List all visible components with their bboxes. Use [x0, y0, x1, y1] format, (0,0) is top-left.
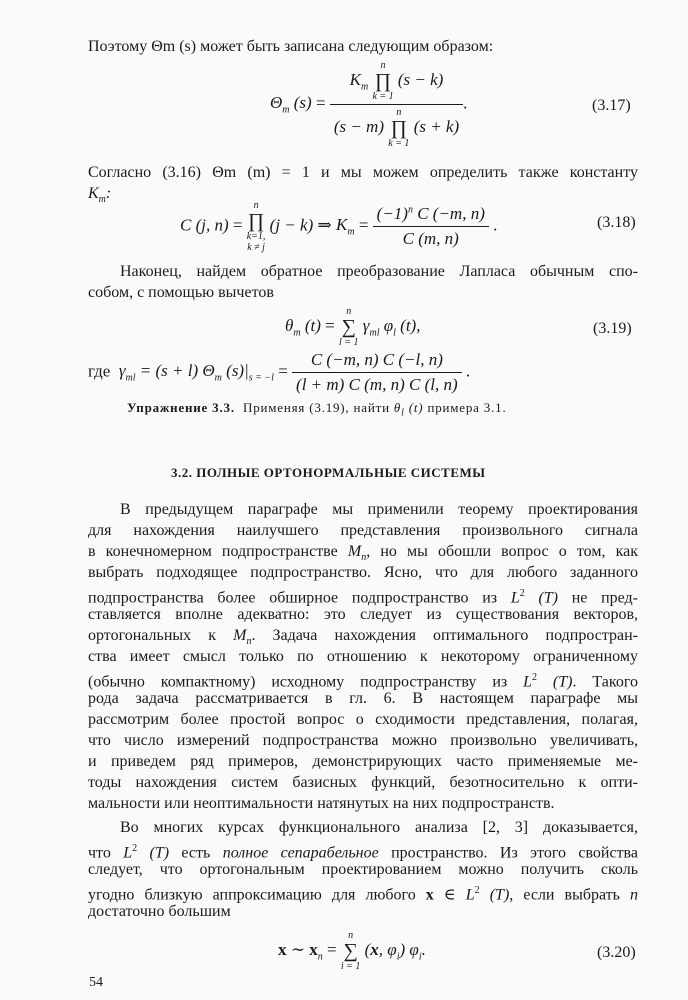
text-line: $K_m$:: [88, 185, 112, 206]
paragraph-line: тоды нахождения систем базисных функций, безотносительно к опти-: [88, 774, 638, 791]
where-clause: где $\gamma_{ml} = (s + l)$ $\Theta_m$ $(s)|_{s = -l}$ = $\frac{C (-m, n) C (-l, n)}{(l + m) C (m, n) C (l, n)}$ .: [88, 350, 471, 394]
equation-3-18: C (j, n) = n ∏ k=1, k ≠ j (j − k) ⇒ $K_m$ = $\frac{(-1)^n C (-m, n)}{C (m, n)}$ .: [180, 200, 498, 253]
text-line: Наконец, найдем обратное преобразование Лапласа обычным спо-: [120, 263, 638, 280]
exercise-label: Упражнение 3.3.: [127, 400, 235, 415]
paragraph-line: для нахождения наилучшего представления произвольного сигнала: [88, 522, 638, 539]
fraction: $\frac{(-1)^n C (-m, n)}{C (m, n)}$: [373, 204, 489, 249]
paragraph-line: достаточно большим: [88, 903, 231, 920]
equation-number: (3.20): [597, 944, 636, 961]
fraction: $K_m$ n ∏ k = 1 (s − k) (s − m) n ∏ k = 1 (s + k): [330, 60, 463, 149]
equation-3-17: $\Theta_m$ (s) = $K_m$ n ∏ k = 1 (s − k) (s − m) n ∏ k = 1 (s + k) .: [270, 60, 468, 149]
paragraph-line: рода задача рассматривается в гл. 6. В настоящем параграфе мы: [88, 690, 638, 707]
paragraph-line: Во многих курсах функционального анализа [2, 3] доказывается,: [120, 819, 638, 836]
paragraph-line: ства имеет смысл только по отношению к некоторому ограниченному: [88, 648, 638, 665]
equation-number: (3.18): [597, 214, 636, 231]
text-line: Согласно (3.16) Θm (m) = 1 и мы можем определить также константу: [88, 164, 638, 181]
paragraph-line: угодно близкую аппроксимацию для любого x ∈ $L^2$ (T), если выбрать n: [88, 885, 639, 904]
section-heading: 3.2. ПОЛНЫЕ ОРТОНОРМАЛЬНЫЕ СИСТЕМЫ: [171, 465, 486, 480]
paragraph-line: рассмотрим более простой вопрос о сходимости представления, полагая,: [88, 711, 638, 728]
paragraph-line: что число измерений подпространства можно произвольно увеличивать,: [88, 732, 638, 749]
page-number: 54: [89, 975, 103, 990]
paragraph-line: следует, что ортогональным проектированием можно получить сколь: [88, 861, 638, 878]
paragraph-line: мальности или неоптимальности натянутых на них подпространств.: [88, 795, 555, 812]
paragraph-line: и приведем ряд примеров, демонстрирующих часто применяемые ме-: [88, 753, 638, 770]
fraction: $\frac{C (-m, n) C (-l, n)}{(l + m) C (m, n) C (l, n)}$: [292, 350, 462, 395]
paragraph-line: в конечномерном подпространстве $M_n$, но мы обошли вопрос о том, как: [88, 543, 638, 564]
equation-3-19: $\theta_m$ (t) = n ∑ l = 1 $\gamma_{ml}$ $\varphi_l$ (t),: [285, 306, 421, 348]
exercise-text: Применяя (3.19), найти $\theta_l$ (t) примера 3.1.: [238, 400, 507, 419]
paragraph-line: выбрать подходящее подпространство. Ясно, что для любого заданного: [88, 564, 638, 581]
equation-3-20: x ∼ $x_n$ = n ∑ i = 1 (x, $\varphi_i$) $\varphi_i$.: [278, 930, 426, 972]
intro-line: Поэтому Θm (s) может быть записана следующим образом:: [88, 38, 494, 55]
exercise: [127, 400, 507, 419]
paragraph-line: подпространства более обширное подпространство из $L^2$ (T) не пред-: [88, 588, 638, 607]
paragraph-line: ортогональных к $M_n$. Задача нахождения оптимального подпростран-: [88, 627, 639, 648]
paragraph-line: что $L^2$ (T) есть полное сепарабельное пространство. Из этого свойства: [88, 843, 639, 862]
equation-number: (3.19): [593, 320, 632, 337]
equation-number: (3.17): [592, 97, 631, 114]
paragraph-line: В предыдущем параграфе мы применили теорему проектирования: [120, 501, 638, 518]
paragraph-line: (обычно компактному) исходному подпространству из $L^2$ (T). Такого: [88, 672, 638, 691]
paragraph-line: ставляется вполне адекватно: это следует из существования векторов,: [88, 606, 638, 623]
text-line: собом, с помощью вычетов: [88, 284, 274, 301]
